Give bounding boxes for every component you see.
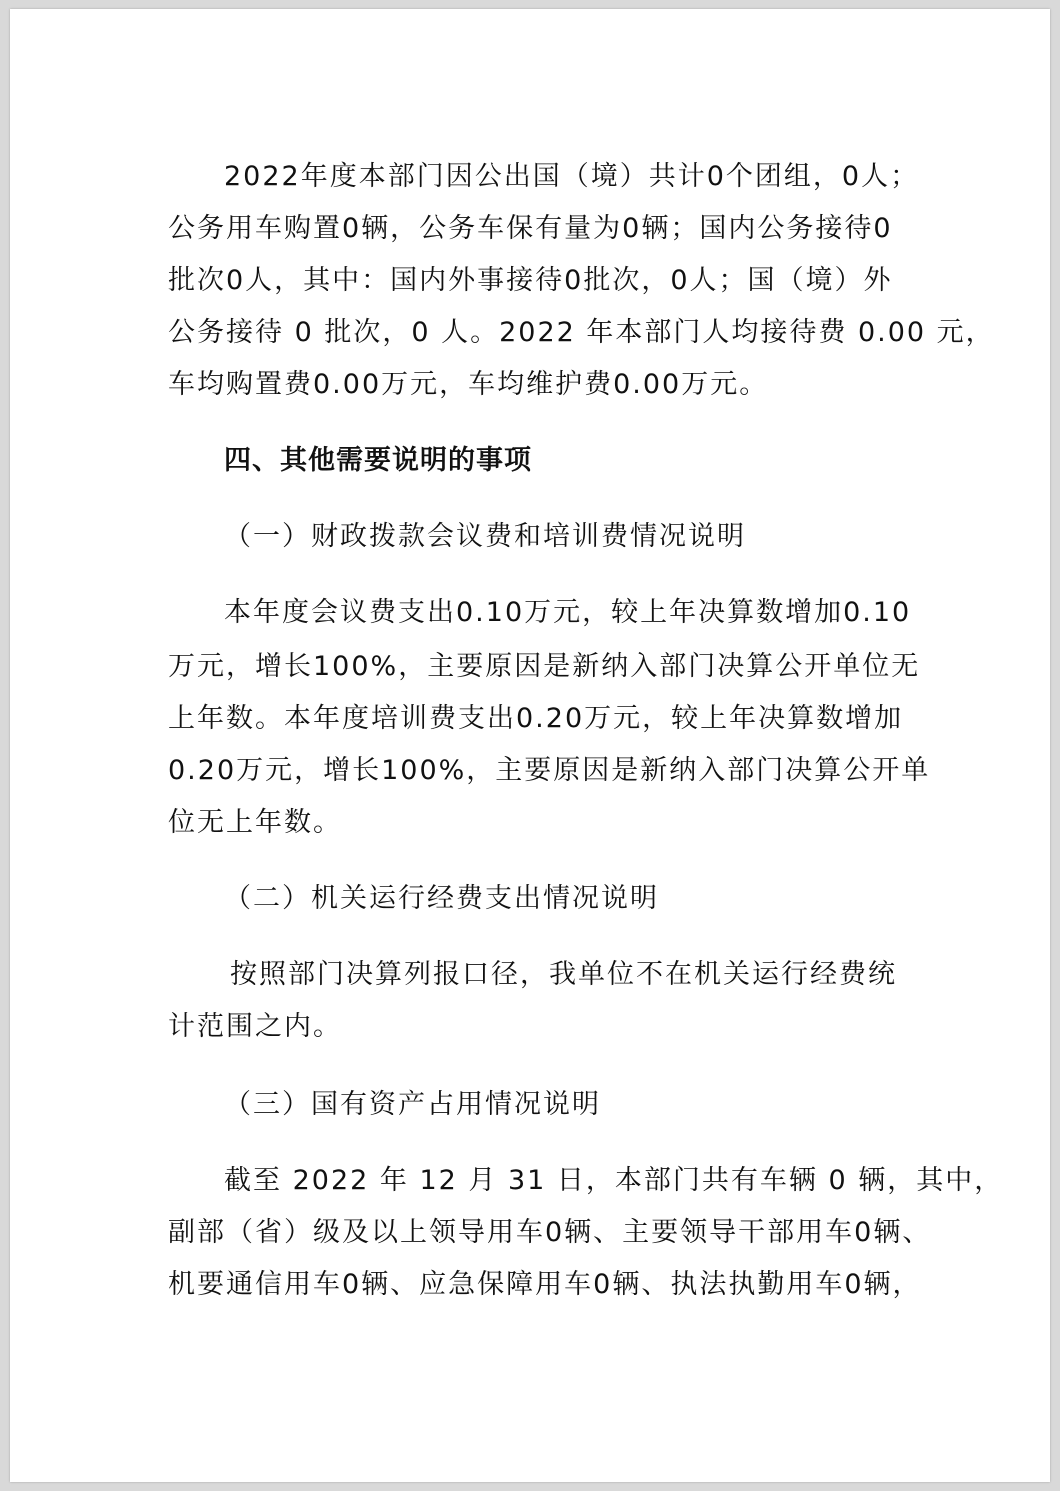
paragraph-line: 2022年度本部门因公出国（境）共计0个团组，0人； <box>224 161 920 192</box>
subsection-heading: （二）机关运行经费支出情况说明 <box>224 883 659 914</box>
paragraph-line: 车均购置费0.00万元，车均维护费0.00万元。 <box>168 369 769 400</box>
section-heading: 四、其他需要说明的事项 <box>224 445 532 476</box>
paragraph-line: 位无上年数。 <box>168 807 342 838</box>
paragraph-line: 公务用车购置0辆，公务车保有量为0辆；国内公务接待0 <box>168 213 893 244</box>
document-page <box>10 9 1050 1482</box>
paragraph-line: 机要通信用车0辆、应急保障用车0辆、执法执勤用车0辆， <box>168 1269 922 1300</box>
paragraph-line: 截至 2022 年 12 月 31 日，本部门共有车辆 0 辆，其中， <box>224 1165 1004 1196</box>
paragraph-line: 计范围之内。 <box>168 1011 342 1042</box>
paragraph-line: 批次0人，其中：国内外事接待0批次，0人；国（境）外 <box>168 265 893 296</box>
paragraph-line: 万元，增长100%，主要原因是新纳入部门决算公开单位无 <box>168 651 921 682</box>
paragraph-line: 按照部门决算列报口径，我单位不在机关运行经费统 <box>230 959 897 990</box>
paragraph-line: 0.20万元，增长100%，主要原因是新纳入部门决算公开单 <box>168 755 931 786</box>
paragraph-line: 公务接待 0 批次，0 人。2022 年本部门人均接待费 0.00 元， <box>168 317 995 348</box>
subsection-heading: （一）财政拨款会议费和培训费情况说明 <box>224 521 746 552</box>
paragraph-line: 副部（省）级及以上领导用车0辆、主要领导干部用车0辆、 <box>168 1217 932 1248</box>
paragraph-line: 本年度会议费支出0.10万元，较上年决算数增加0.10 <box>224 597 912 628</box>
paragraph-line: 上年数。本年度培训费支出0.20万元，较上年决算数增加 <box>168 703 904 734</box>
subsection-heading: （三）国有资产占用情况说明 <box>224 1089 601 1120</box>
